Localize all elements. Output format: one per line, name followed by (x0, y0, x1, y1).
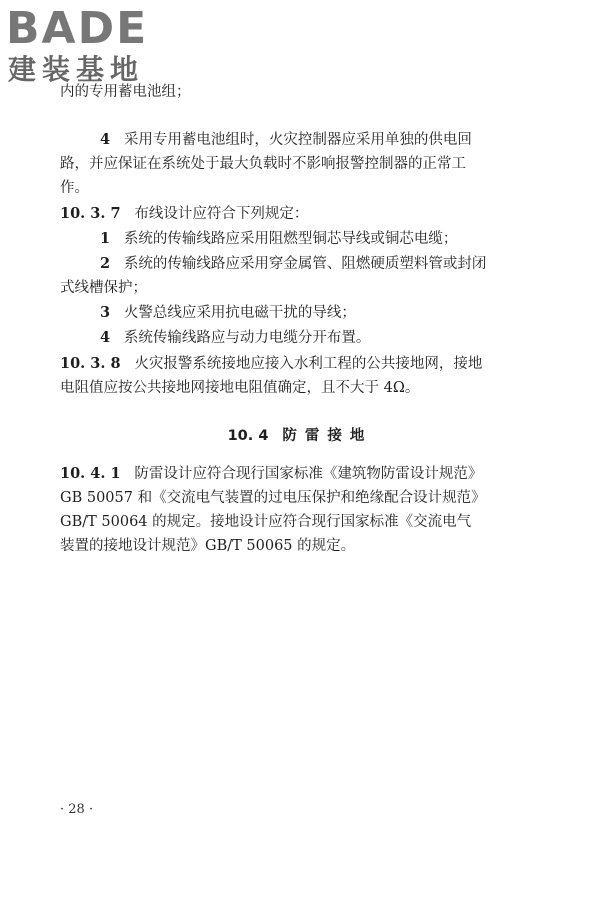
list-item (100, 227, 457, 248)
clause-text: 布线设计应符合下列规定： (134, 206, 309, 222)
section-title: 防雷接地 (282, 428, 373, 444)
logo-brand: BADE (6, 3, 149, 54)
list-number: 2 (100, 255, 111, 272)
text-line (60, 534, 355, 555)
list-text: 系统的传输线路应采用阻燃型铜芯导线或铜芯电缆； (123, 231, 458, 247)
list-item (100, 326, 370, 347)
text-fragment: 内的专用蓄电池组； (60, 84, 191, 100)
text-fragment: GB 50057 和《交流电气装置的过电压保护和绝缘配合设计规范》 (60, 490, 486, 506)
text-line (60, 276, 147, 297)
section-number: 10. 4 (227, 428, 269, 444)
text-line (60, 152, 466, 173)
clause-text: 火灾报警系统接地应接入水利工程的公共接地网，接地 (134, 356, 483, 372)
list-item (100, 301, 356, 322)
list-number: 4 (100, 329, 111, 346)
text-fragment: GB/T 50064 的规定。接地设计应符合现行国家标准《交流电气 (60, 514, 472, 530)
text-line (60, 486, 486, 507)
list-number: 3 (100, 304, 111, 321)
list-text: 火警总线应采用抗电磁干扰的导线； (123, 305, 356, 321)
section-heading-10-4 (0, 424, 600, 445)
list-item (100, 252, 486, 273)
clause-number: 10. 4. 1 (60, 465, 121, 482)
text-fragment: 式线槽保护； (60, 280, 147, 296)
text-fragment: 装置的接地设计规范》GB/T 50065 的规定。 (60, 538, 356, 554)
text-fragment: 作。 (60, 180, 89, 196)
clause-10-4-1 (60, 462, 482, 483)
clause-number: 10. 3. 8 (60, 355, 121, 372)
text-line (60, 80, 191, 101)
text-fragment: 路，并应保证在系统处于最大负载时不影响报警控制器的正常工 (60, 156, 466, 172)
text-line (60, 510, 471, 531)
page-number: · 28 · (60, 802, 94, 817)
list-number: 1 (100, 230, 111, 247)
list-text: 采用专用蓄电池组时，火灾控制器应采用单独的供电回 (123, 132, 472, 148)
text-line (60, 376, 419, 397)
list-number: 4 (100, 131, 111, 148)
clause-10-3-8 (60, 352, 482, 373)
text-fragment: 电阻值应按公共接地网接地电阻值确定，且不大于 4Ω。 (60, 380, 420, 396)
logo-subtitle: 建装基地 (8, 53, 145, 86)
clause-10-3-7 (60, 202, 308, 223)
list-item (100, 128, 472, 149)
bade-logo (6, 3, 176, 88)
clause-number: 10. 3. 7 (60, 205, 121, 222)
clause-text: 防雷设计应符合现行国家标准《建筑物防雷设计规范》 (134, 466, 483, 482)
text-line (60, 176, 89, 197)
list-text: 系统传输线路应与动力电缆分开布置。 (123, 330, 371, 346)
list-text: 系统的传输线路应采用穿金属管、阻燃硬质塑料管或封闭 (123, 256, 487, 272)
